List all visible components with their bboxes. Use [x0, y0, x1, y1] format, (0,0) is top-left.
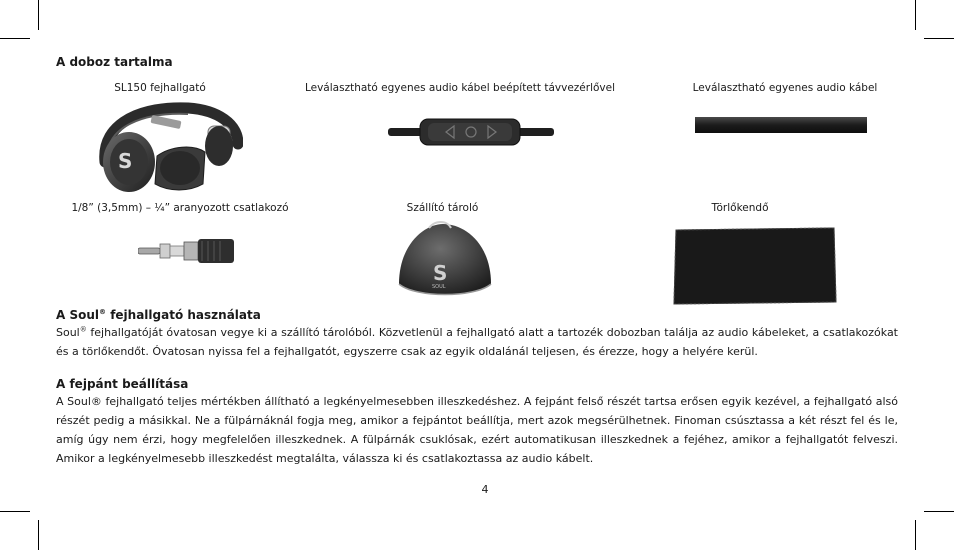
- caption-audio-cable: Leválasztható egyenes audio kábel: [692, 82, 878, 94]
- crop-mark: [38, 0, 39, 30]
- svg-text:S: S: [433, 261, 448, 285]
- paragraph-headband: A Soul® fejhallgató teljes mértékben állítható a legkényelmesebben illeszkedéshez. A fejpánt felső részét tartsa erősen egyik kezével, a fejhallgató alsó részét pedig a másikkal. Ne a fülpárnáknál fogja meg, amikor a fejpántot beállítja, mert azok megsérülhetnek. Finoman csúsztassa a két részt fel és le, amíg úgy nem érzi, hogy megfelelően illeszkednek. A fülpárnák csuklósak, ezért automatikusan illeszkednek a fejéhez, amikor a fejhallgatót felveszi. Amikor a legkényelmesebb illeszkedést megtalálta, válassza ki és csatlakoztassa az audio kábelt.: [56, 395, 898, 465]
- crop-mark: [924, 511, 954, 512]
- svg-text:SOUL: SOUL: [432, 284, 446, 290]
- adapter-plug-icon: [138, 236, 236, 266]
- section-heading-usage: A Soul® fejhallgató használata: [56, 308, 261, 322]
- carrying-case-icon: [395, 218, 495, 304]
- crop-mark: [0, 511, 30, 512]
- crop-mark: [38, 520, 39, 550]
- crop-mark: [0, 38, 30, 39]
- caption-remote-cable: Leválasztható egyenes audio kábel beépített távvezérlővel: [304, 82, 616, 94]
- section-heading-headband: A fejpánt beállítása: [56, 377, 189, 391]
- crop-mark: [915, 520, 916, 550]
- caption-headphones: SL150 fejhallgató: [114, 82, 206, 94]
- caption-adapter: 1/8” (3,5mm) – ¼” aranyozott csatlakozó: [71, 202, 289, 214]
- section-heading-box-contents: A doboz tartalma: [56, 55, 173, 69]
- svg-text:S: S: [118, 149, 133, 173]
- paragraph-usage: Soul® fejhallgatóját óvatosan vegye ki a szállító tárolóból. Közvetlenül a fejhallgató alatt a tartozék dobozban találja az audio kábeleket, a csatlakozókat és a törlőkendőt. Óvatosan nyissa fel a fejhallgatót, egyszerre csak az egyik oldalánál teljesen, és érezze, hogy a helyére kerül.: [56, 325, 898, 358]
- cleaning-cloth-icon: [672, 226, 838, 306]
- page-number: 4: [481, 483, 489, 496]
- crop-mark: [915, 0, 916, 30]
- headphones-icon: [93, 102, 243, 194]
- audio-cable-icon: [695, 116, 867, 134]
- caption-case: Szállító tároló: [406, 202, 479, 214]
- crop-mark: [924, 38, 954, 39]
- caption-cloth: Törlőkendő: [711, 202, 769, 214]
- remote-cable-icon: [388, 117, 554, 147]
